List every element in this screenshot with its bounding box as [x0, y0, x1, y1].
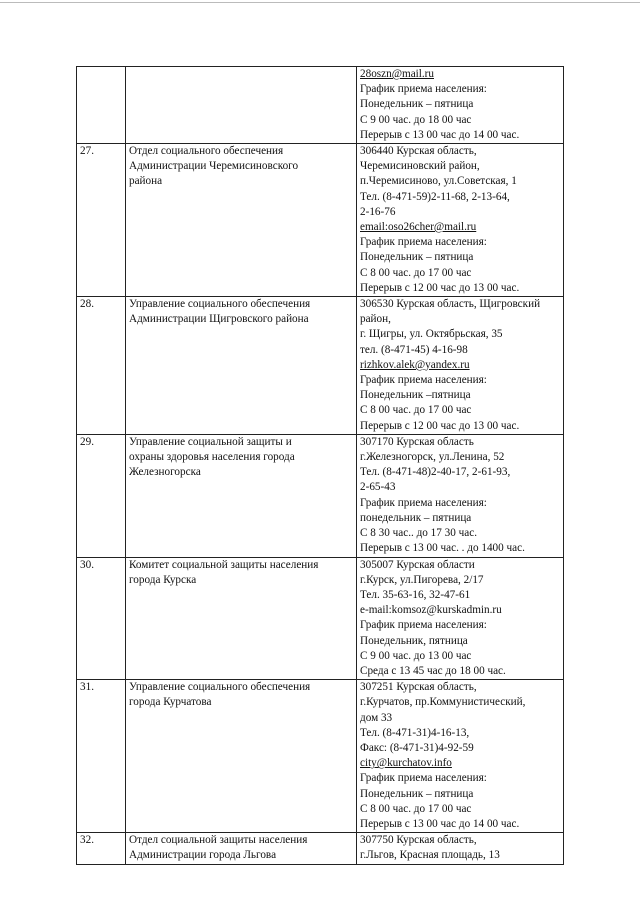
organization-name-cell	[126, 297, 357, 435]
contact-line: 307750 Курская область,	[360, 834, 477, 847]
organization-name-line: Администрации города Льгова	[129, 849, 277, 862]
organization-name-line: города Курчатова	[129, 696, 212, 709]
contact-line: График приема населения:	[360, 374, 487, 387]
contact-line: 2-65-43	[360, 481, 396, 494]
contact-info-cell	[357, 297, 564, 435]
contact-line: г.Железногорск, ул.Ленина, 52	[360, 451, 505, 464]
table-row	[77, 557, 564, 680]
contact-line: Черемисиновский район,	[360, 160, 480, 173]
contact-info-cell	[357, 67, 564, 144]
table-row	[77, 833, 564, 864]
row-number: 32.	[80, 834, 94, 847]
organization-name-line: Администрации Черемисиновского	[129, 160, 299, 173]
contact-line: г.Льгов, Красная площадь, 13	[360, 849, 500, 862]
row-number-cell	[77, 680, 126, 833]
contact-info-cell	[357, 833, 564, 864]
row-number-cell	[77, 434, 126, 557]
row-number-cell	[77, 297, 126, 435]
contact-line: Перерыв с 12 00 час до 13 00 час.	[360, 419, 520, 432]
contact-line: С 9 00 час. до 18 00 час	[360, 113, 472, 126]
table-row	[77, 67, 564, 144]
organization-name-line: района	[129, 175, 163, 188]
email-address: email:oso26cher@mail.ru	[360, 221, 477, 234]
row-number: 28.	[80, 298, 94, 311]
organization-name-cell	[126, 144, 357, 297]
contact-line: С 8 00 час. до 17 00 час	[360, 404, 472, 417]
table-body	[77, 67, 564, 865]
contact-line: Факс: (8-471-31)4-92-59	[360, 741, 474, 754]
contact-line: График приема населения:	[360, 496, 487, 509]
contact-line: График приема населения:	[360, 236, 487, 249]
contact-line: г. Щигры, ул. Октябрьская, 35	[360, 328, 503, 341]
row-number: 31.	[80, 681, 94, 694]
contact-line: График приема населения:	[360, 772, 487, 785]
organization-name-line: Отдел социальной защиты населения	[129, 834, 308, 847]
contact-line: Среда с 13 45 час до 18 00 час.	[360, 664, 506, 677]
row-number-cell	[77, 144, 126, 297]
contact-line: 307170 Курская область	[360, 435, 474, 448]
organization-name-line: охраны здоровья населения города	[129, 451, 295, 464]
organization-name-line: Управление социального обеспечения	[129, 298, 311, 311]
contact-line: г.Курчатов, пр.Коммунистический,	[360, 696, 526, 709]
contact-line: Понедельник – пятница	[360, 98, 474, 111]
contact-line: Тел. (8-471-59)2-11-68, 2-13-64,	[360, 190, 510, 203]
contact-line: тел. (8-471-45) 4-16-98	[360, 343, 468, 356]
contact-line: С 8 00 час. до 17 00 час	[360, 802, 472, 815]
contact-line: С 9 00 час. до 13 00 час	[360, 649, 472, 662]
contact-info-cell	[357, 680, 564, 833]
contact-line: График приема населения:	[360, 619, 487, 632]
row-number-cell	[77, 67, 126, 144]
email-address: 28oszn@mail.ru	[360, 68, 434, 80]
organization-name-line: Отдел социального обеспечения	[129, 145, 284, 158]
contact-line: 307251 Курская область,	[360, 681, 477, 694]
contact-line: Перерыв с 13 00 час до 14 00 час.	[360, 817, 520, 830]
table-row	[77, 144, 564, 297]
top-edge-line	[0, 2, 640, 3]
row-number: 30.	[80, 558, 94, 571]
contact-line: 2-16-76	[360, 205, 396, 218]
contact-line: п.Черемисиново, ул.Советская, 1	[360, 175, 517, 188]
contact-line: Тел. (8-471-31)4-16-13,	[360, 726, 470, 739]
row-number-cell	[77, 833, 126, 864]
row-number-cell	[77, 557, 126, 680]
organization-name-line: города Курска	[129, 573, 197, 586]
row-number: 29.	[80, 435, 94, 448]
contact-line: 306530 Курская область, Щигровский	[360, 298, 541, 311]
email-address: rizhkov.alek@yandex.ru	[360, 358, 470, 371]
row-number: 27.	[80, 145, 94, 158]
table-row	[77, 680, 564, 833]
organization-name-cell	[126, 434, 357, 557]
organization-name-cell	[126, 680, 357, 833]
contact-line: дом 33	[360, 711, 393, 724]
organization-name-cell	[126, 833, 357, 864]
contact-line: район,	[360, 313, 391, 326]
organization-name-cell	[126, 67, 357, 144]
contact-line: Понедельник –пятница	[360, 389, 471, 402]
contact-line: Тел. 35-63-16, 32-47-61	[360, 588, 471, 601]
contact-info-cell	[357, 557, 564, 680]
contact-line: e-mail:komsoz@kurskadmin.ru	[360, 604, 502, 617]
table-row	[77, 434, 564, 557]
organization-name-cell	[126, 557, 357, 680]
contact-line: Понедельник – пятница	[360, 787, 474, 800]
table-row	[77, 297, 564, 435]
organization-name-line: Администрации Щигровского района	[129, 313, 309, 326]
contact-info-cell	[357, 434, 564, 557]
contact-line: График приема населения:	[360, 83, 487, 96]
organization-name-line: Управление социального обеспечения	[129, 681, 311, 694]
contact-line: Понедельник, пятница	[360, 634, 468, 647]
contact-line: понедельник – пятница	[360, 511, 472, 524]
contact-line: С 8 00 час. до 17 00 час	[360, 266, 472, 279]
organization-name-line: Управление социальной защиты и	[129, 435, 292, 448]
contact-line: Тел. (8-471-48)2-40-17, 2-61-93,	[360, 466, 511, 479]
contact-line: г.Курск, ул.Пигорева, 2/17	[360, 573, 484, 586]
social-services-table	[76, 66, 564, 865]
email-address: city@kurchatov.info	[360, 757, 452, 770]
contact-line: Понедельник – пятница	[360, 251, 474, 264]
organization-name-line: Железногорска	[129, 466, 201, 479]
contact-line: 306440 Курская область,	[360, 145, 477, 158]
contact-line: Перерыв с 13 00 час. . до 1400 час.	[360, 542, 525, 555]
contact-line: 305007 Курская области	[360, 558, 475, 571]
contact-info-cell	[357, 144, 564, 297]
organization-name-line: Комитет социальной защиты населения	[129, 558, 319, 571]
contact-line: Перерыв с 12 00 час до 13 00 час.	[360, 281, 520, 294]
contact-line: С 8 30 час.. до 17 30 час.	[360, 527, 477, 540]
contact-line: Перерыв с 13 00 час до 14 00 час.	[360, 128, 520, 141]
